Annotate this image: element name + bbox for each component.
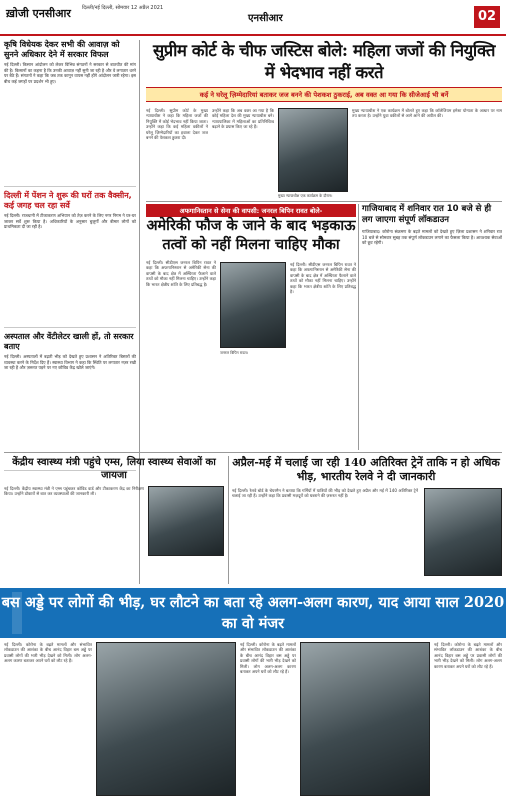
dateline: दिल्ली/नई दिल्ली, सोमवार 12 अप्रैल 2021	[82, 5, 164, 11]
second-story-banner: अफगानिस्तान से सेना की वापसी: जनरल बिपिन रावत बोले-	[146, 204, 356, 217]
divider	[358, 204, 359, 450]
general-photo-caption: जनरल बिपिन रावत।	[220, 350, 249, 355]
masthead: ख़ोजी एनसीआर	[6, 7, 71, 20]
railway-headline: अप्रैल-मई में चलाई जा रही 140 अतिरिक्त ट्रेनें ताकि न हो अधिक भीड़, भारतीय रेलवे ने दी जानकारी	[232, 456, 500, 483]
divider	[146, 201, 502, 202]
bus-stand-photo-2	[300, 642, 430, 796]
second-story-body: नई दिल्ली। सीडीएस जनरल बिपिन रावत ने कहा कि अफगानिस्तान से अमेरिकी सेना की वापसी के बाद क्षेत्र में अस्थिरता फैलाने वाले तत्वों को मौका नहीं मिलना चाहिए। उन्होंने कहा कि भारत क्षेत्रीय शांति के लिए प्रतिबद्ध है।	[146, 260, 216, 287]
divider	[228, 456, 229, 584]
left-story-3	[4, 332, 136, 471]
left-story-2	[4, 191, 136, 328]
section-label: एनसीआर	[248, 13, 283, 24]
top-story	[146, 40, 502, 102]
right-box-title: गाजियाबाद में शनिवार रात 10 बजे से ही लग जाएगा संपूर्ण लॉकडाउन	[362, 204, 492, 225]
top-subhead: कई ने घरेलू ज़िम्मेदारियां बताकर जज बनने की पेशकश ठुकराई, अब वक्त आ गया कि सीजेआई भी बनें	[146, 87, 502, 102]
general-photo	[220, 262, 286, 348]
left-story-1	[4, 40, 136, 187]
railway-chief-photo	[424, 488, 502, 576]
bottom-headline-band	[0, 588, 506, 638]
cji-photo-caption: मुख्य न्यायाधीश एक कार्यक्रम के दौरान।	[278, 193, 333, 198]
left-story-2-body: नई दिल्ली। राजधानी में टीकाकरण अभियान को तेज़ करने के लिए नगर निगम ने घर-घर जाकर सर्वे शुरू किया है। अधिकारियों के अनुसार बुज़ुर्गों और बीमार लोगों को प्राथमिकता दी जा रही है।	[4, 213, 136, 230]
page-header	[0, 0, 506, 36]
bottom-story-body: नई दिल्ली। कोरोना के बढ़ते मामलों और संभावित लॉकडाउन की आशंका के बीच आनंद विहार बस अड्डे पर प्रवासी लोगों की भारी भीड़ देखने को मिली। लोग अलग-अलग कारण बताकर अपने घरों को लौट रहे हैं।	[4, 642, 92, 664]
left-story-1-body: नई दिल्ली। किसान आंदोलन को लेकर विभिन्न संगठनों ने सरकार से बातचीत की मांग की है। किसानों का कहना है कि उनकी आवाज़ नहीं सुनी जा रही है और वे लगातार धरने पर बैठे हैं। संगठनों ने कहा कि जब तक कानून वापस नहीं होंगे आंदोलन जारी रहेगा। इस बीच कई जगहों पर प्रदर्शन भी हुए।	[4, 62, 136, 84]
minister-photo	[148, 486, 224, 556]
left-story-3-title: अस्पताल और वेंटीलेटर खाली हों, तो सरकार बताए	[4, 332, 134, 351]
top-headline: सुप्रीम कोर्ट के चीफ जस्टिस बोले: महिला जजों की नियुक्ति में भेदभाव नहीं करते	[153, 41, 495, 82]
health-headline: केंद्रीय स्वास्थ्य मंत्री पहुंचे एम्स, लिया स्वास्थ्य सेवाओं का जायजा	[12, 457, 216, 481]
top-story-col2: उन्होंने कहा कि अब वक्त आ गया है कि कोई महिला देश की मुख्य न्यायाधीश बने। न्यायपालिका में महिलाओं का प्रतिनिधित्व बढ़ाने के प्रयास किए जा रहे हैं।	[212, 108, 274, 130]
second-story-body-cont: नई दिल्ली। सीडीएस जनरल बिपिन रावत ने कहा कि अफगानिस्तान से अमेरिकी सेना की वापसी के बाद क्षेत्र में अस्थिरता फैलाने वाले तत्वों को मौका नहीं मिलना चाहिए। उन्होंने कहा कि भारत क्षेत्रीय शांति के लिए प्रतिबद्ध है।	[290, 262, 356, 295]
health-story-body: नई दिल्ली। केंद्रीय स्वास्थ्य मंत्री ने एम्स पहुंचकर कोविड वार्ड और टीकाकरण केंद्र का निरीक्षण किया। उन्होंने डॉक्टरों से बात कर व्यवस्थाओं की जानकारी ली।	[4, 486, 144, 497]
bottom-headline: बस अड्डे पर लोगों की भीड़, घर लौटने का बता रहे अलग-अलग कारण, याद आया साल 2020 का वो मंजर	[1, 594, 505, 632]
bottom-story-body-end: नई दिल्ली। कोरोना के बढ़ते मामलों और संभावित लॉकडाउन की आशंका के बीच आनंद विहार बस अड्डे पर प्रवासी लोगों की भारी भीड़ देखने को मिली। लोग अलग-अलग कारण बताकर अपने घरों को लौट रहे हैं।	[434, 642, 502, 669]
bus-stand-photo-1	[96, 642, 236, 796]
top-story-col3: मुख्य न्यायाधीश ने एक कार्यक्रम में बोलते हुए कहा कि कॉलेजियम हमेशा योग्यता के आधार पर नाम तय करता है। उन्होंने युवा वकीलों से आगे आने की अपील की।	[352, 108, 502, 119]
divider	[4, 452, 502, 453]
bottom-story-body-cont: नई दिल्ली। कोरोना के बढ़ते मामलों और संभावित लॉकडाउन की आशंका के बीच आनंद विहार बस अड्डे पर प्रवासी लोगों की भारी भीड़ देखने को मिली। लोग अलग-अलग कारण बताकर अपने घरों को लौट रहे हैं।	[240, 642, 296, 675]
band-decoration	[12, 592, 22, 634]
page-number: 02	[474, 6, 500, 28]
right-box	[362, 204, 502, 443]
second-headline: अमेरिकी फौज के जाने के बाद भड़काऊ तत्वों को नहीं मिलना चाहिए मौका	[146, 217, 356, 253]
right-box-body: गाजियाबाद। कोरोना संक्रमण के बढ़ते मामलों को देखते हुए ज़िला प्रशासन ने शनिवार रात 10 बजे से सोमवार सुबह तक संपूर्ण लॉकडाउन लगाने का फैसला किया है। आवश्यक सेवाओं को छूट रहेगी।	[362, 229, 502, 246]
left-story-1-title: कृषि विधेयक देकर सभी की आवाज़ को सुनने अधिकार देने में सरकार विफल	[4, 40, 120, 59]
cji-photo	[278, 108, 348, 192]
railway-story-body: नई दिल्ली। रेलवे बोर्ड के चेयरमैन ने बताया कि गर्मियों में यात्रियों की भीड़ को देखते हुए अप्रैल और मई में 140 अतिरिक्त ट्रेनें चलाई जा रही हैं। उन्होंने कहा कि प्रवासी मज़दूरों को घबराने की ज़रूरत नहीं है।	[232, 488, 418, 499]
left-story-2-title: दिल्ली में पेंशन ने शुरू की घरों तक वैक्सीन, कई जगह चल रहा सर्वे	[4, 191, 132, 210]
left-story-3-body: नई दिल्ली। अस्पतालों में बढ़ती भीड़ को देखते हुए प्रशासन ने अतिरिक्त बिस्तरों की व्यवस्था करने के निर्देश दिए हैं। स्वास्थ्य विभाग ने कहा कि स्थिति पर लगातार नज़र रखी जा रही है और ज़रूरत पड़ने पर नए कोविड केंद्र खोले जाएंगे।	[4, 354, 136, 371]
top-story-col1: नई दिल्ली। सुप्रीम कोर्ट के मुख्य न्यायाधीश ने कहा कि महिला जजों की नियुक्ति में कोई भेदभाव नहीं किया जाता। उन्होंने कहा कि कई महिला वकीलों ने घरेलू ज़िम्मेदारियों का हवाला देकर जज बनने की पेशकश ठुकरा दी।	[146, 108, 208, 141]
